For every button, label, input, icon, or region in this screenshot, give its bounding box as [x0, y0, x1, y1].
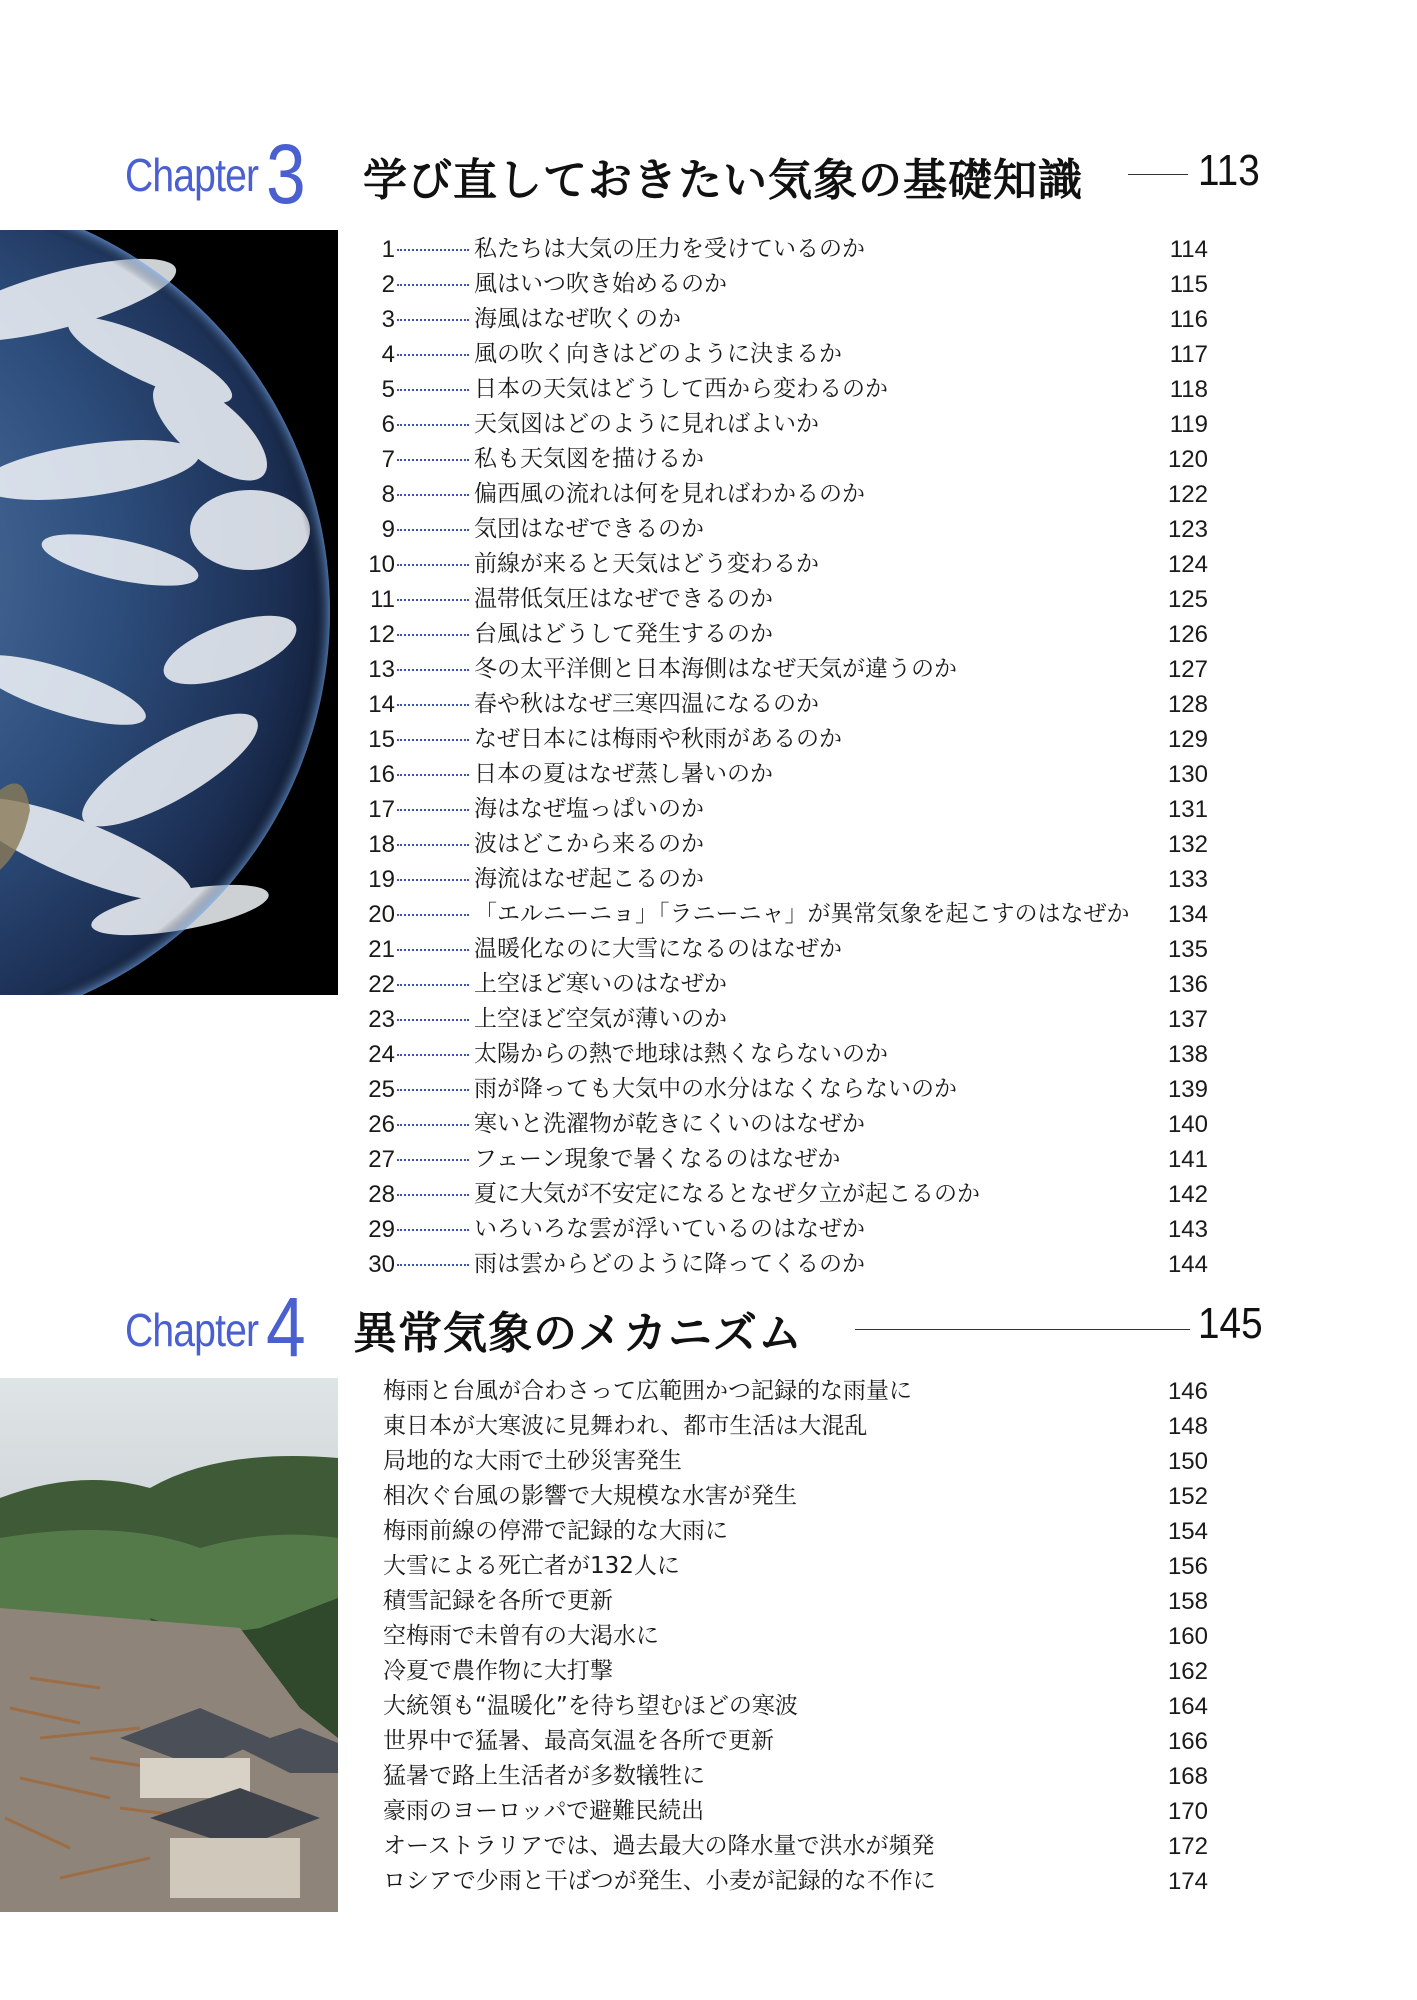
toc-row[interactable]	[363, 1514, 1213, 1549]
toc-row[interactable]	[363, 722, 1213, 757]
toc-row-page: 116	[1169, 306, 1208, 333]
toc-row-title: 雨が降っても大気中の水分はなくならないのか	[474, 1076, 957, 1102]
toc-row-title: 大雪による死亡者が132人に	[383, 1553, 680, 1579]
chapter-4-title-rule	[855, 1329, 1190, 1330]
toc-row-page: 146	[1167, 1378, 1208, 1405]
toc-row[interactable]	[363, 1142, 1213, 1177]
toc-row[interactable]	[363, 757, 1213, 792]
toc-row-title: 私も天気図を描けるか	[474, 446, 704, 472]
chapter-3-title-rule	[1128, 174, 1188, 175]
toc-row-number: 16	[368, 761, 395, 788]
flood-photo	[0, 1378, 338, 1912]
toc-row[interactable]	[363, 1409, 1213, 1444]
chapter-4-toc	[363, 1374, 1213, 1899]
toc-row[interactable]	[363, 1829, 1213, 1864]
toc-row-number: 29	[368, 1216, 395, 1243]
toc-row[interactable]	[363, 1107, 1213, 1142]
leader-dots	[397, 669, 469, 671]
toc-row-number: 19	[368, 866, 395, 893]
toc-row-page: 134	[1167, 901, 1208, 928]
toc-row[interactable]	[363, 1002, 1213, 1037]
toc-row-number: 12	[368, 621, 395, 648]
toc-row-title: 温帯低気圧はなぜできるのか	[474, 586, 773, 612]
toc-row-page: 172	[1167, 1833, 1208, 1860]
leader-dots	[397, 879, 469, 881]
toc-row-page: 174	[1167, 1868, 1208, 1895]
toc-row-page: 160	[1167, 1623, 1208, 1650]
toc-row-number: 7	[381, 446, 395, 473]
toc-row-number: 30	[368, 1251, 395, 1278]
toc-row[interactable]	[363, 372, 1213, 407]
toc-row-title: 世界中で猛暑、最高気温を各所で更新	[383, 1728, 774, 1754]
toc-row-number: 1	[381, 236, 395, 263]
toc-row-title: 空梅雨で未曾有の大渇水に	[383, 1623, 659, 1649]
toc-row-title: 台風はどうして発生するのか	[474, 621, 773, 647]
leader-dots	[397, 389, 469, 391]
leader-dots	[397, 284, 469, 286]
toc-row-number: 2	[381, 271, 395, 298]
toc-row-title: 夏に大気が不安定になるとなぜ夕立が起こるのか	[474, 1181, 980, 1207]
toc-row[interactable]	[363, 1444, 1213, 1479]
toc-row-page: 125	[1167, 586, 1208, 613]
toc-row-title: 前線が来ると天気はどう変わるか	[474, 551, 819, 577]
toc-row-page: 135	[1167, 936, 1208, 963]
chapter-4-number: 4	[266, 1280, 306, 1374]
toc-row-page: 133	[1167, 866, 1208, 893]
toc-row-page: 166	[1167, 1728, 1208, 1755]
earth-photo	[0, 230, 338, 995]
leader-dots	[397, 1194, 469, 1196]
toc-row-page: 158	[1167, 1588, 1208, 1615]
toc-row[interactable]	[363, 582, 1213, 617]
toc-row[interactable]	[363, 547, 1213, 582]
leader-dots	[397, 529, 469, 531]
toc-row-page: 136	[1167, 971, 1208, 998]
toc-row-title: 風はいつ吹き始めるのか	[474, 271, 727, 297]
leader-dots	[397, 809, 469, 811]
toc-row-number: 22	[368, 971, 395, 998]
leader-dots	[397, 634, 469, 636]
toc-row-number: 14	[368, 691, 395, 718]
toc-row-number: 6	[381, 411, 395, 438]
chapter-3-number: 3	[266, 127, 306, 221]
toc-row-page: 150	[1167, 1448, 1208, 1475]
flood-landscape-image	[0, 1378, 338, 1912]
leader-dots	[397, 1089, 469, 1091]
toc-row-title: 私たちは大気の圧力を受けているのか	[474, 236, 865, 262]
chapter-4-title: 異常気象のメカニズム	[353, 1308, 803, 1359]
leader-dots	[397, 599, 469, 601]
toc-row-title: 大統領も“温暖化”を待ち望むほどの寒波	[383, 1693, 798, 1719]
toc-row[interactable]	[363, 1212, 1213, 1247]
leader-dots	[397, 949, 469, 951]
toc-row-title: 上空ほど空気が薄いのか	[474, 1006, 727, 1032]
toc-row-number: 5	[381, 376, 395, 403]
toc-row-page: 117	[1169, 341, 1208, 368]
toc-row-number: 27	[368, 1146, 395, 1173]
toc-row-number: 13	[368, 656, 395, 683]
leader-dots	[397, 459, 469, 461]
toc-row[interactable]	[363, 897, 1213, 932]
toc-row-number: 28	[368, 1181, 395, 1208]
leader-dots	[397, 494, 469, 496]
toc-row-page: 131	[1167, 796, 1208, 823]
toc-row-page: 129	[1167, 726, 1208, 753]
toc-row-page: 140	[1167, 1111, 1208, 1138]
toc-row-page: 124	[1167, 551, 1208, 578]
toc-row-page: 120	[1167, 446, 1208, 473]
chapter-3-page: 113	[1198, 146, 1260, 195]
toc-row-page: 138	[1167, 1041, 1208, 1068]
toc-row[interactable]	[363, 1584, 1213, 1619]
leader-dots	[397, 984, 469, 986]
toc-row-title: ロシアで少雨と干ばつが発生、小麦が記録的な不作に	[383, 1868, 936, 1894]
toc-row-page: 126	[1167, 621, 1208, 648]
toc-row[interactable]	[363, 1247, 1213, 1282]
toc-row[interactable]	[363, 1072, 1213, 1107]
toc-row-title: 雨は雲からどのように降ってくるのか	[474, 1251, 865, 1277]
toc-row-title: 相次ぐ台風の影響で大規模な水害が発生	[383, 1483, 797, 1509]
toc-row-number: 17	[368, 796, 395, 823]
toc-row[interactable]	[363, 1759, 1213, 1794]
toc-row[interactable]	[363, 1689, 1213, 1724]
toc-row-title: フェーン現象で暑くなるのはなぜか	[474, 1146, 841, 1172]
toc-row-title: 「エルニーニョ」「ラニーニャ」が異常気象を起こすのはなぜか	[474, 901, 1130, 927]
toc-row-title: 太陽からの熱で地球は熱くならないのか	[474, 1041, 888, 1067]
leader-dots	[397, 1264, 469, 1266]
toc-row-page: 114	[1169, 236, 1208, 263]
toc-row-number: 26	[368, 1111, 395, 1138]
toc-row-number: 24	[368, 1041, 395, 1068]
toc-row[interactable]	[363, 1619, 1213, 1654]
leader-dots	[397, 564, 469, 566]
toc-row-page: 122	[1167, 481, 1208, 508]
toc-row-page: 130	[1167, 761, 1208, 788]
toc-row-page: 170	[1167, 1798, 1208, 1825]
toc-row-title: 東日本が大寒波に見舞われ、都市生活は大混乱	[383, 1413, 868, 1439]
toc-row-page: 142	[1167, 1181, 1208, 1208]
toc-row-title: 豪雨のヨーロッパで避難民続出	[383, 1798, 705, 1824]
toc-row-title: 猛暑で路上生活者が多数犠牲に	[383, 1763, 705, 1789]
toc-row-title: 上空ほど寒いのはなぜか	[474, 971, 727, 997]
toc-row-number: 20	[368, 901, 395, 928]
leader-dots	[397, 354, 469, 356]
toc-row-title: 日本の夏はなぜ蒸し暑いのか	[474, 761, 773, 787]
toc-row-page: 141	[1167, 1146, 1208, 1173]
toc-row-page: 168	[1167, 1763, 1208, 1790]
toc-row[interactable]	[363, 1037, 1213, 1072]
toc-row-title: 春や秋はなぜ三寒四温になるのか	[474, 691, 819, 717]
leader-dots	[397, 424, 469, 426]
toc-row-page: 156	[1167, 1553, 1208, 1580]
toc-row-number: 3	[381, 306, 395, 333]
toc-row[interactable]	[363, 1794, 1213, 1829]
toc-row[interactable]	[363, 1374, 1213, 1409]
toc-row-title: なぜ日本には梅雨や秋雨があるのか	[474, 726, 842, 752]
toc-row[interactable]	[363, 652, 1213, 687]
toc-row-number: 10	[368, 551, 395, 578]
toc-row-title: 局地的な大雨で土砂災害発生	[383, 1448, 682, 1474]
toc-row[interactable]	[363, 407, 1213, 442]
toc-row-page: 119	[1169, 411, 1208, 438]
leader-dots	[397, 1019, 469, 1021]
chapter-3-toc	[363, 232, 1213, 1282]
toc-row-title: 海流はなぜ起こるのか	[474, 866, 704, 892]
toc-row-page: 162	[1167, 1658, 1208, 1685]
chapter-3-label: Chapter	[125, 149, 259, 201]
toc-row-title: 海風はなぜ吹くのか	[474, 306, 681, 332]
toc-row-title: 冷夏で農作物に大打撃	[383, 1658, 613, 1684]
leader-dots	[397, 249, 469, 251]
toc-row-page: 148	[1167, 1413, 1208, 1440]
toc-row[interactable]	[363, 967, 1213, 1002]
toc-row-number: 15	[368, 726, 395, 753]
toc-row-title: 積雪記録を各所で更新	[383, 1588, 613, 1614]
toc-row-page: 132	[1167, 831, 1208, 858]
chapter-4-label: Chapter	[125, 1304, 259, 1356]
toc-row-number: 9	[381, 516, 395, 543]
toc-row[interactable]	[363, 1864, 1213, 1899]
leader-dots	[397, 914, 469, 916]
toc-row-title: いろいろな雲が浮いているのはなぜか	[474, 1216, 865, 1242]
toc-row-page: 164	[1167, 1693, 1208, 1720]
toc-row-page: 139	[1167, 1076, 1208, 1103]
toc-row-title: 温暖化なのに大雪になるのはなぜか	[474, 936, 842, 962]
toc-row-title: 梅雨と台風が合わさって広範囲かつ記録的な雨量に	[383, 1378, 912, 1404]
toc-row-page: 137	[1167, 1006, 1208, 1033]
toc-row[interactable]	[363, 1177, 1213, 1212]
toc-row-title: オーストラリアでは、過去最大の降水量で洪水が頻発	[383, 1833, 935, 1859]
toc-row-title: 波はどこから来るのか	[474, 831, 704, 857]
toc-row-title: 梅雨前線の停滞で記録的な大雨に	[383, 1518, 728, 1544]
toc-row-title: 偏西風の流れは何を見ればわかるのか	[474, 481, 865, 507]
toc-row-number: 23	[368, 1006, 395, 1033]
toc-row[interactable]	[363, 1549, 1213, 1584]
leader-dots	[397, 1054, 469, 1056]
toc-row[interactable]	[363, 617, 1213, 652]
toc-row-page: 152	[1167, 1483, 1208, 1510]
toc-row-title: 寒いと洗濯物が乾きにくいのはなぜか	[474, 1111, 865, 1137]
toc-row-title: 海はなぜ塩っぱいのか	[474, 796, 704, 822]
toc-row[interactable]	[363, 442, 1213, 477]
earth-globe-image	[0, 230, 338, 995]
leader-dots	[397, 319, 469, 321]
toc-row-title: 日本の天気はどうして西から変わるのか	[474, 376, 888, 402]
toc-row[interactable]	[363, 1724, 1213, 1759]
toc-row[interactable]	[363, 267, 1213, 302]
toc-row[interactable]	[363, 232, 1213, 267]
toc-row-page: 123	[1167, 516, 1208, 543]
toc-row-number: 21	[368, 936, 395, 963]
leader-dots	[397, 1124, 469, 1126]
toc-row[interactable]	[363, 862, 1213, 897]
leader-dots	[397, 844, 469, 846]
toc-row[interactable]	[363, 1479, 1213, 1514]
toc-row-number: 25	[368, 1076, 395, 1103]
toc-row[interactable]	[363, 687, 1213, 722]
toc-row[interactable]	[363, 302, 1213, 337]
toc-row-page: 144	[1167, 1251, 1208, 1278]
toc-row-title: 冬の太平洋側と日本海側はなぜ天気が違うのか	[474, 656, 957, 682]
leader-dots	[397, 704, 469, 706]
toc-row[interactable]	[363, 792, 1213, 827]
toc-row-title: 天気図はどのように見ればよいか	[474, 411, 819, 437]
chapter-4-page: 145	[1198, 1299, 1263, 1348]
toc-row-page: 118	[1169, 376, 1208, 403]
leader-dots	[397, 1229, 469, 1231]
leader-dots	[397, 739, 469, 741]
toc-row-number: 18	[368, 831, 395, 858]
leader-dots	[397, 774, 469, 776]
toc-row-title: 気団はなぜできるのか	[474, 516, 704, 542]
toc-row[interactable]	[363, 932, 1213, 967]
toc-row-number: 8	[381, 481, 395, 508]
leader-dots	[397, 1159, 469, 1161]
toc-row-number: 4	[381, 341, 395, 368]
toc-row[interactable]	[363, 827, 1213, 862]
toc-row[interactable]	[363, 512, 1213, 547]
toc-row-page: 154	[1167, 1518, 1208, 1545]
toc-row-page: 127	[1167, 656, 1208, 683]
toc-row-page: 128	[1167, 691, 1208, 718]
toc-row-page: 115	[1169, 271, 1208, 298]
toc-row[interactable]	[363, 477, 1213, 512]
toc-row-number: 11	[370, 586, 395, 613]
toc-row[interactable]	[363, 337, 1213, 372]
toc-row-title: 風の吹く向きはどのように決まるか	[474, 341, 842, 367]
toc-row[interactable]	[363, 1654, 1213, 1689]
chapter-3-title: 学び直しておきたい気象の基礎知識	[363, 155, 1083, 206]
toc-row-page: 143	[1167, 1216, 1208, 1243]
